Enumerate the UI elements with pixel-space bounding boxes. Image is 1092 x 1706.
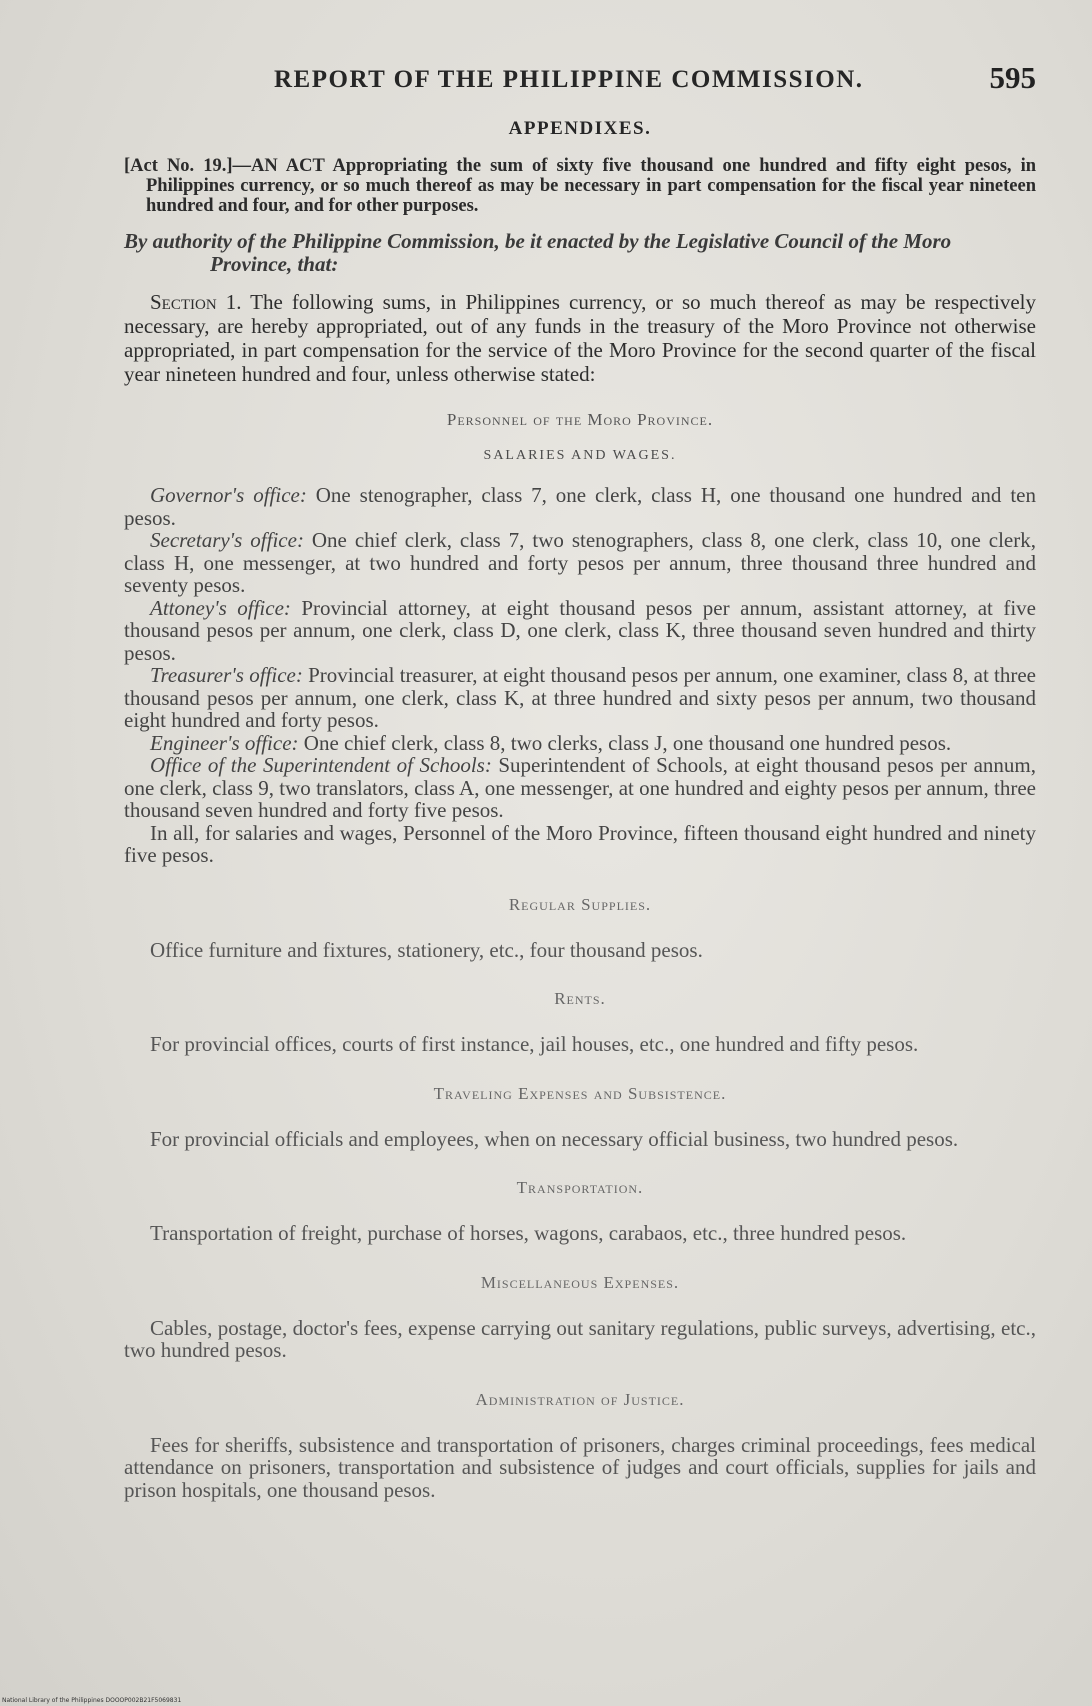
section-text-traveling: For provincial officials and employees, when on necessary official business, two hundred pesos. [150, 1126, 959, 1151]
office-text: Superintendent of Schools, at eight thousand pesos per annum, one clerk, class 9, two translators, class A, one messenger, at one hundred and eighty pesos per annum, three thousand seven hundred and forty five pesos. [124, 753, 1036, 822]
page-content [124, 60, 1036, 1501]
section-1-text: The following sums, in Philippines currency, or so much thereof as may be respectively necessary, are hereby appropriated, out of any funds in the treasury of the Moro Province not otherwise appropriated, in part compensation for the service of the Moro Province for the second quarter of the fiscal year nineteen hundred and four, unless otherwise stated: [124, 290, 1037, 386]
section-heading-justice: Administration of Justice. [475, 1389, 685, 1409]
office-label: Treasurer's office: [150, 663, 303, 687]
office-item-engineer [124, 732, 1036, 755]
section-heading-regular-supplies: Regular Supplies. [508, 894, 652, 914]
personnel-items [124, 484, 1036, 867]
section-heading-miscellaneous: Miscellaneous Expenses. [480, 1272, 680, 1292]
personnel-heading: Personnel of the Moro Province. [446, 410, 714, 429]
section-heading-traveling: Traveling Expenses and Subsistence. [433, 1083, 727, 1103]
office-label: Engineer's office: [150, 730, 299, 755]
section-text-transportation: Transportation of freight, purchase of horses, wagons, carabaos, etc., three hundred pesos. [150, 1221, 907, 1245]
office-text: Provincial attorney, at eight thousand pesos per annum, assistant attorney, at five thousand pesos per annum, one clerk, class D, one clerk, class K, three thousand seven hundred and thirty pesos. [124, 595, 1036, 665]
appendix-title: APPENDIXES. [508, 118, 652, 139]
office-text: One chief clerk, class 7, two stenographers, class 8, one clerk, class 10, one clerk, class H, one messenger, at two hundred and forty pesos per annum, three thousand three hundred and seventy pesos. [124, 528, 1036, 597]
office-item-governor [124, 484, 1036, 529]
section-text-regular-supplies: Office furniture and fixtures, stationery, etc., four thousand pesos. [150, 937, 703, 962]
section-1 [124, 290, 1036, 386]
section-heading-transportation: Transportation. [516, 1178, 644, 1197]
enacting-clause: By authority of the Philippine Commission, be it enacted by the Legislative Council of the Moro Province, that: [124, 229, 952, 276]
office-label: Secretary's office: [150, 528, 304, 552]
act-title: [Act No. 19.]—AN ACT Appropriating the sum of sixty five thousand one hundred and fifty eight pesos, in Philippines currency, or so much thereof as may be necessary in part compensation for the fiscal year nineteen hundred and four, and for other purposes. [124, 156, 1036, 216]
running-title: REPORT OF THE PHILIPPINE COMMISSION. [274, 66, 864, 93]
salaries-subheading: SALARIES AND WAGES. [483, 448, 677, 463]
section-text-rents: For provincial offices, courts of first instance, jail houses, etc., one hundred and fifty pesos. [150, 1032, 919, 1056]
section-text-miscellaneous: Cables, postage, doctor's fees, expense carrying out sanitary regulations, public surveys, advertising, etc., two hundred pesos. [124, 1315, 1036, 1362]
office-item-treasurer [124, 664, 1036, 732]
office-item-attorney [124, 597, 1036, 665]
page-number: 595 [989, 60, 1036, 95]
section-heading-rents: Rents. [554, 989, 606, 1008]
scan-footer-note: National Library of the Philippines DOOOP002B21F5069831 [2, 1697, 182, 1704]
office-text: One chief clerk, class 8, two clerks, class J, one thousand one hundred pesos. [303, 730, 952, 755]
office-text: Provincial treasurer, at eight thousand pesos per annum, one examiner, class 8, at three thousand pesos per annum, one clerk, class K, at three hundred and sixty pesos per annum, two thousand eight hundred and forty pesos. [124, 663, 1036, 732]
page-header [124, 60, 1036, 104]
office-item-schools [124, 754, 1036, 822]
section-1-label: Section 1. [150, 290, 242, 314]
office-text: One stenographer, class 7, one clerk, class H, one thousand one hundred and ten pesos. [124, 483, 1036, 530]
office-label: Attoney's office: [150, 595, 291, 620]
section-text-justice: Fees for sheriffs, subsistence and transportation of prisoners, charges criminal proceedings, fees medical attendance on prisoners, transportation and subsistence of judges and court officials, supplies for jails and prison hospitals, one thousand pesos. [124, 1432, 1036, 1502]
office-label: Office of the Superintendent of Schools: [150, 753, 492, 777]
office-item-secretary [124, 529, 1036, 597]
office-label: Governor's office: [150, 483, 307, 507]
personnel-total: In all, for salaries and wages, Personnel of the Moro Province, fifteen thousand eight hundred and ninety five pesos. [124, 820, 1036, 867]
